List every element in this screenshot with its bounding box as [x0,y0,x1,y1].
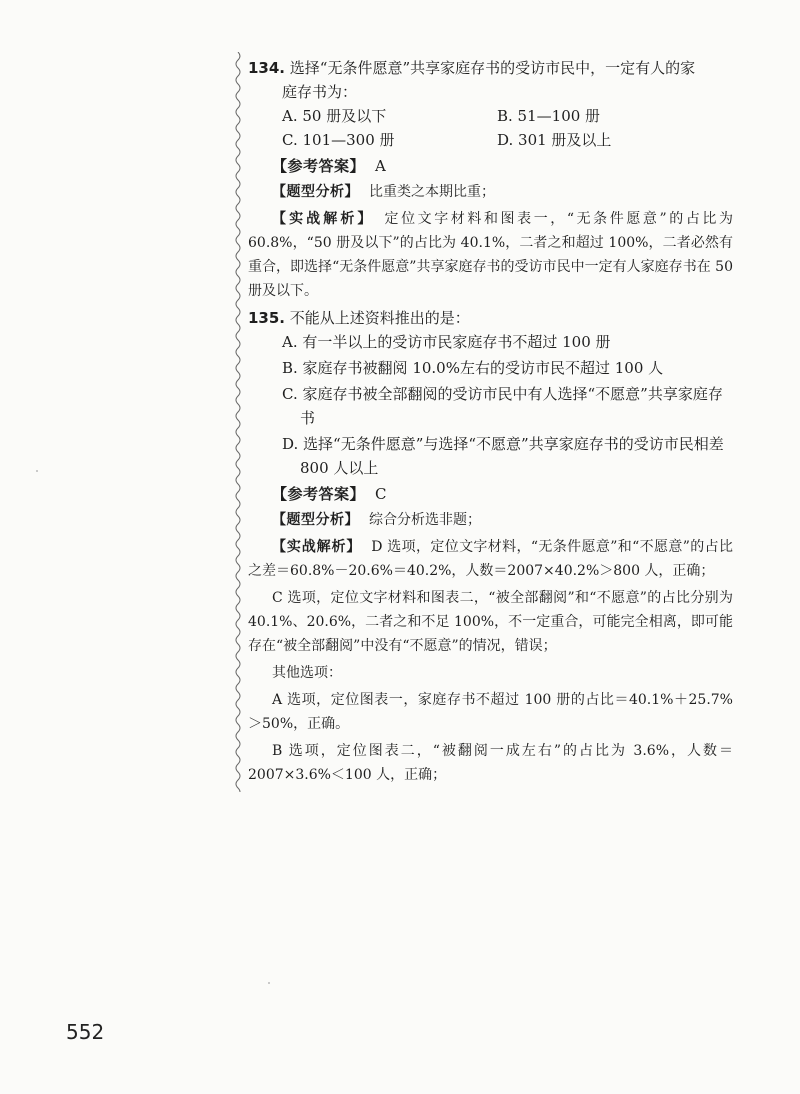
question-number: 134. [248,59,286,77]
analysis-text: D 选项，定位文字材料，“无条件愿意”和“不愿意”的占比之差＝60.8%－20.6%＝40.2%，人数＝2007×40.2%＞800 人，正确； [248,539,734,579]
options-list [248,330,733,480]
analysis-tag: 【实战解析】 [272,539,362,555]
answer-row [248,154,733,178]
analysis-tag: 【实战解析】 [272,211,375,227]
options-grid [248,104,733,152]
option-c: C. 家庭存书被全部翻阅的受访市民中有人选择“不愿意”共享家庭存书 [282,385,723,427]
option-a: A. 有一半以上的受访市民家庭存书不超过 100 册 [282,333,611,351]
option-d: D. 301 册及以上 [497,131,612,149]
answer-tag: 【参考答案】 [272,157,366,175]
question-stem [248,306,733,330]
scan-speck [36,470,38,472]
answer-row [248,482,733,506]
analysis-paragraph [248,535,733,583]
stem-text: 选择“无条件愿意”共享家庭存书的受访市民中，一定有人的家 [289,59,696,77]
stem-text-cont: 庭存书为： [282,83,358,101]
analysis-option-c: C 选项，定位文字材料和图表二，“被全部翻阅”和“不愿意”的占比分别为 40.1%、20.6%，二者之和不足 100%，不一定重合，可能完全相离，即可能存在“被全部翻阅”中没有“不愿意”的情况，错误； [248,590,733,654]
answer-tag: 【参考答案】 [272,485,366,503]
question-135 [248,306,733,787]
page-number: 552 [66,1020,105,1044]
option-b: B. 家庭存书被翻阅 10.0%左右的受访市民不超过 100 人 [282,359,664,377]
question-content [248,56,733,787]
analysis-option-b: B 选项，定位图表二，“被翻阅一成左右”的占比为 3.6%，人数＝2007×3.6%＜100 人，正确； [248,743,733,783]
analysis-option-a: A 选项，定位图表一，家庭存书不超过 100 册的占比＝40.1%＋25.7%＞50%，正确。 [248,692,733,732]
stem-text: 不能从上述资料推出的是： [289,309,470,327]
type-tag: 【题型分析】 [272,184,359,200]
question-134 [248,56,733,303]
option-b: B. 51—100 册 [497,107,601,125]
question-stem [248,56,733,80]
type-value: 综合分析选非题； [369,512,481,528]
scan-speck [268,982,270,984]
analysis-text: 定位文字材料和图表一，“无条件愿意”的占比为 60.8%，“50 册及以下”的占比为 40.1%，二者之和超过 100%，二者必然有重合，即选择“无条件愿意”共享家庭存书的受访市民中一定有人家庭存书在 50 册及以下。 [248,211,733,299]
margin-wavy-line [233,52,243,792]
analysis-other-heading: 其他选项： [272,665,342,681]
answer-value: C [375,485,387,503]
type-value: 比重类之本期比重； [369,184,495,200]
answer-value: A [375,157,386,175]
type-row [248,508,733,532]
option-c: C. 101—300 册 [282,131,395,149]
question-number: 135. [248,309,286,327]
type-row [248,180,733,204]
analysis-paragraph [248,207,733,303]
type-tag: 【题型分析】 [272,512,359,528]
option-a: A. 50 册及以下 [282,107,387,125]
option-d: D. 选择“无条件愿意”与选择“不愿意”共享家庭存书的受访市民相差 800 人以上 [282,435,724,477]
